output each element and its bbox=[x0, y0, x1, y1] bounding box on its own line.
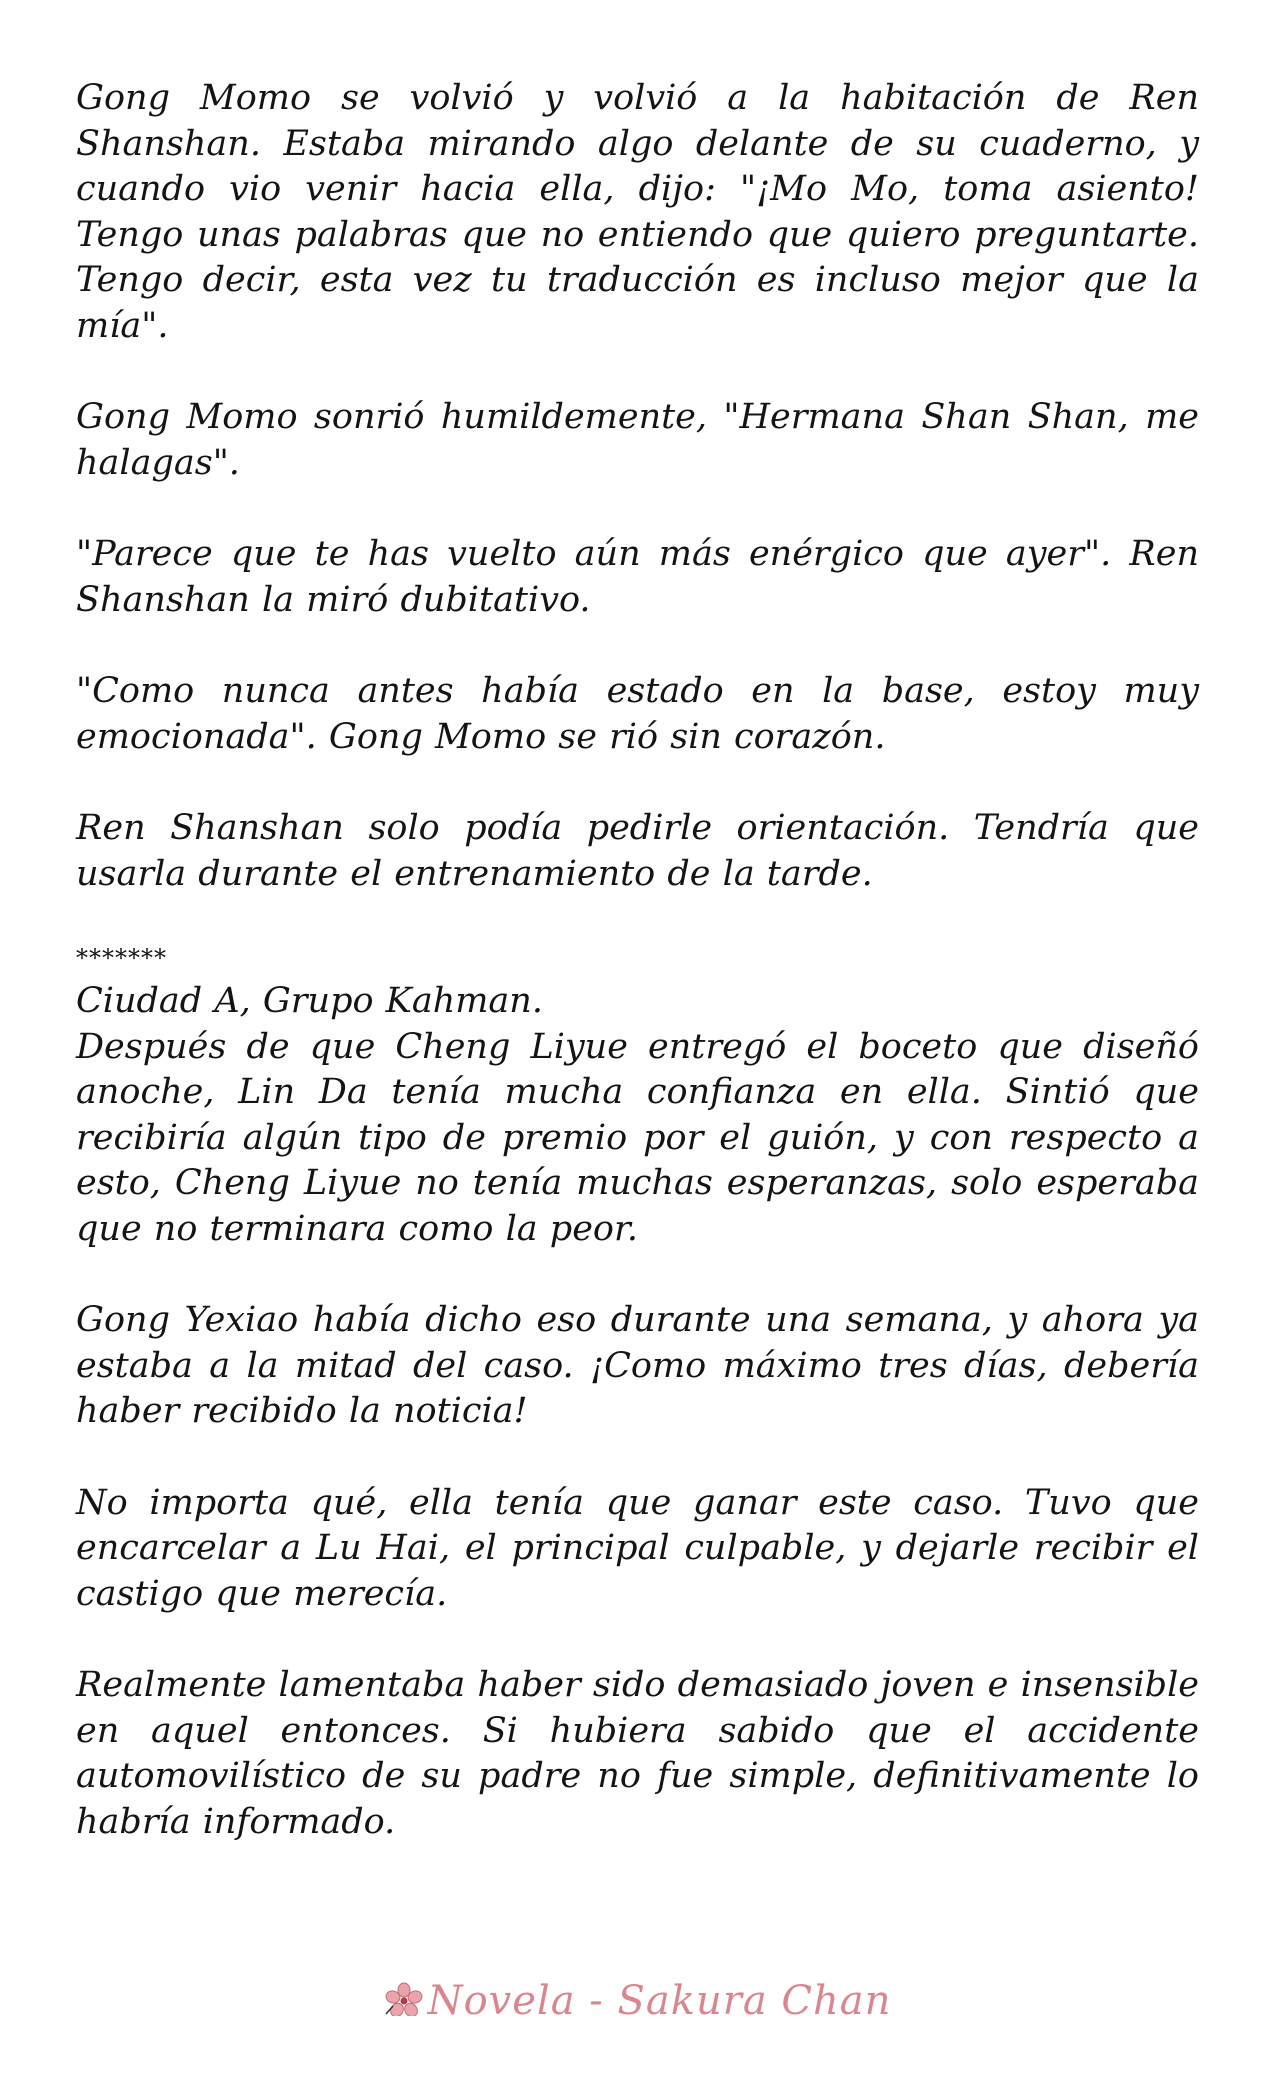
paragraph-5: Ren Shanshan solo podía pedirle orientación. Tendría que usarla durante el entrenamiento de la tarde. bbox=[76, 808, 1199, 894]
paragraph-3: "Parece que te has vuelto aún más enérgico que ayer". Ren Shanshan la miró dubitativo. bbox=[76, 534, 1199, 620]
scene-separator: ******* bbox=[76, 944, 167, 972]
paragraph-2: Gong Momo sonrió humildemente, "Hermana Shan Shan, me halagas". bbox=[76, 397, 1199, 483]
paragraph-6: Después de que Cheng Liyue entregó el boceto que diseñó anoche, Lin Da tenía mucha confianza en ella. Sintió que recibiría algún tipo de premio por el guión, y con respecto a esto, Cheng Liyue no tenía muchas esperanzas, solo esperaba que no terminara como la peor. bbox=[76, 1026, 1199, 1249]
paragraph-7: Gong Yexiao había dicho eso durante una semana, y ahora ya estaba a la mitad del caso. ¡Como máximo tres días, debería haber recibido la noticia! bbox=[76, 1300, 1199, 1431]
paragraph-4: "Como nunca antes había estado en la base, estoy muy emocionada". Gong Momo se rió sin corazón. bbox=[76, 671, 1199, 757]
paragraph-9: Realmente lamentaba haber sido demasiado joven e insensible en aquel entonces. Si hubiera sabido que el accidente automovilístico de su padre no fue simple, definitivamente lo habría informado. bbox=[76, 1665, 1199, 1842]
scene-heading: Ciudad A, Grupo Kahman. bbox=[76, 981, 543, 1021]
paragraph-8: No importa qué, ella tenía que ganar este caso. Tuvo que encarcelar a Lu Hai, el principal culpable, y dejarle recibir el castigo que merecía. bbox=[76, 1482, 1199, 1614]
document-page bbox=[76, 76, 1199, 1891]
watermark-text: Novela - Sakura Chan bbox=[427, 1978, 892, 2024]
watermark-footer bbox=[0, 1978, 1275, 2024]
sakura-flower-icon bbox=[384, 1980, 424, 2014]
paragraph-1: Gong Momo se volvió y volvió a la habitación de Ren Shanshan. Estaba mirando algo delante de su cuaderno, y cuando vio venir hacia ella, dijo: "¡Mo Mo, toma asiento! Tengo unas palabras que no entiendo que quiero preguntarte. Tengo decir, esta vez tu traducción es incluso mejor que la mía". bbox=[76, 78, 1199, 346]
